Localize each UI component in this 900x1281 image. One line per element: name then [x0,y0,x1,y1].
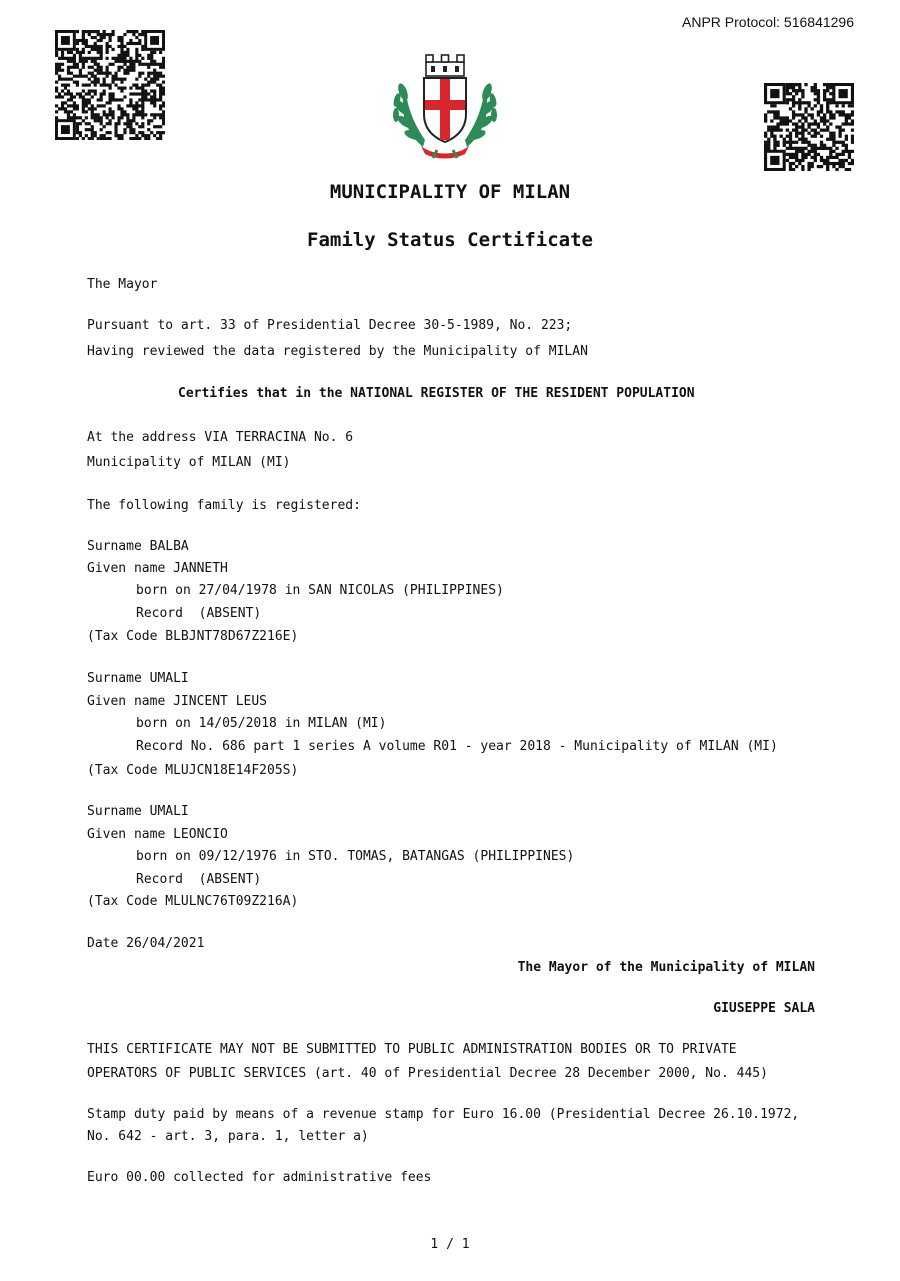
address-line-2: Municipality of MILAN (MI) [87,455,291,470]
member-tax-code: (Tax Code BLBJNT78D67Z216E) [87,629,299,644]
member-record: Record No. 686 part 1 series A volume R01 - year 2018 - Municipality of MILAN (MI) [136,739,778,754]
signature-role: The Mayor of the Municipality of MILAN [517,960,815,975]
member-birth: born on 27/04/1978 in SAN NICOLAS (PHILIPPINES) [136,583,504,598]
page-number: 1 / 1 [430,1237,470,1252]
member-given-name: Given name LEONCIO [87,827,228,842]
member-given-name: Given name JANNETH [87,561,228,576]
milan-coat-of-arms-emblem [393,52,497,160]
member-record: Record (ABSENT) [136,872,262,887]
intro-mayor: The Mayor [87,277,158,292]
notice-line-1: THIS CERTIFICATE MAY NOT BE SUBMITTED TO PUBLIC ADMINISTRATION BODIES OR TO PRIVATE [87,1042,737,1057]
qr-code-left [55,30,165,140]
protocol-number: ANPR Protocol: 516841296 [682,14,854,30]
intro-pursuant: Pursuant to art. 33 of Presidential Decree 30-5-1989, No. 223; [87,318,573,333]
member-tax-code: (Tax Code MLUJCN18E14F205S) [87,763,299,778]
intro-reviewed: Having reviewed the data registered by the Municipality of MILAN [87,344,588,359]
qr-code-right [764,83,854,171]
family-heading: The following family is registered: [87,498,361,513]
member-surname: Surname UMALI [87,804,189,819]
document-title: MUNICIPALITY OF MILAN [329,181,571,203]
member-surname: Surname UMALI [87,671,189,686]
stamp-duty-line-2: No. 642 - art. 3, para. 1, letter a) [87,1129,369,1144]
administrative-fees: Euro 00.00 collected for administrative fees [87,1170,432,1185]
document-subtitle: Family Status Certificate [307,229,593,251]
member-record: Record (ABSENT) [136,606,262,621]
address-line-1: At the address VIA TERRACINA No. 6 [87,430,354,445]
signature-name: GIUSEPPE SALA [713,1001,815,1016]
member-surname: Surname BALBA [87,539,189,554]
member-given-name: Given name JINCENT LEUS [87,694,268,709]
issue-date: Date 26/04/2021 [87,936,205,951]
stamp-duty-line-1: Stamp duty paid by means of a revenue stamp for Euro 16.00 (Presidential Decree 26.10.1972, [87,1107,800,1122]
member-tax-code: (Tax Code MLULNC76T09Z216A) [87,894,299,909]
member-birth: born on 14/05/2018 in MILAN (MI) [136,716,387,731]
notice-line-2: OPERATORS OF PUBLIC SERVICES (art. 40 of Presidential Decree 28 December 2000, No. 445) [87,1066,768,1081]
member-birth: born on 09/12/1976 in STO. TOMAS, BATANGAS (PHILIPPINES) [136,849,575,864]
certifies-statement: Certifies that in the NATIONAL REGISTER OF THE RESIDENT POPULATION [178,386,695,401]
